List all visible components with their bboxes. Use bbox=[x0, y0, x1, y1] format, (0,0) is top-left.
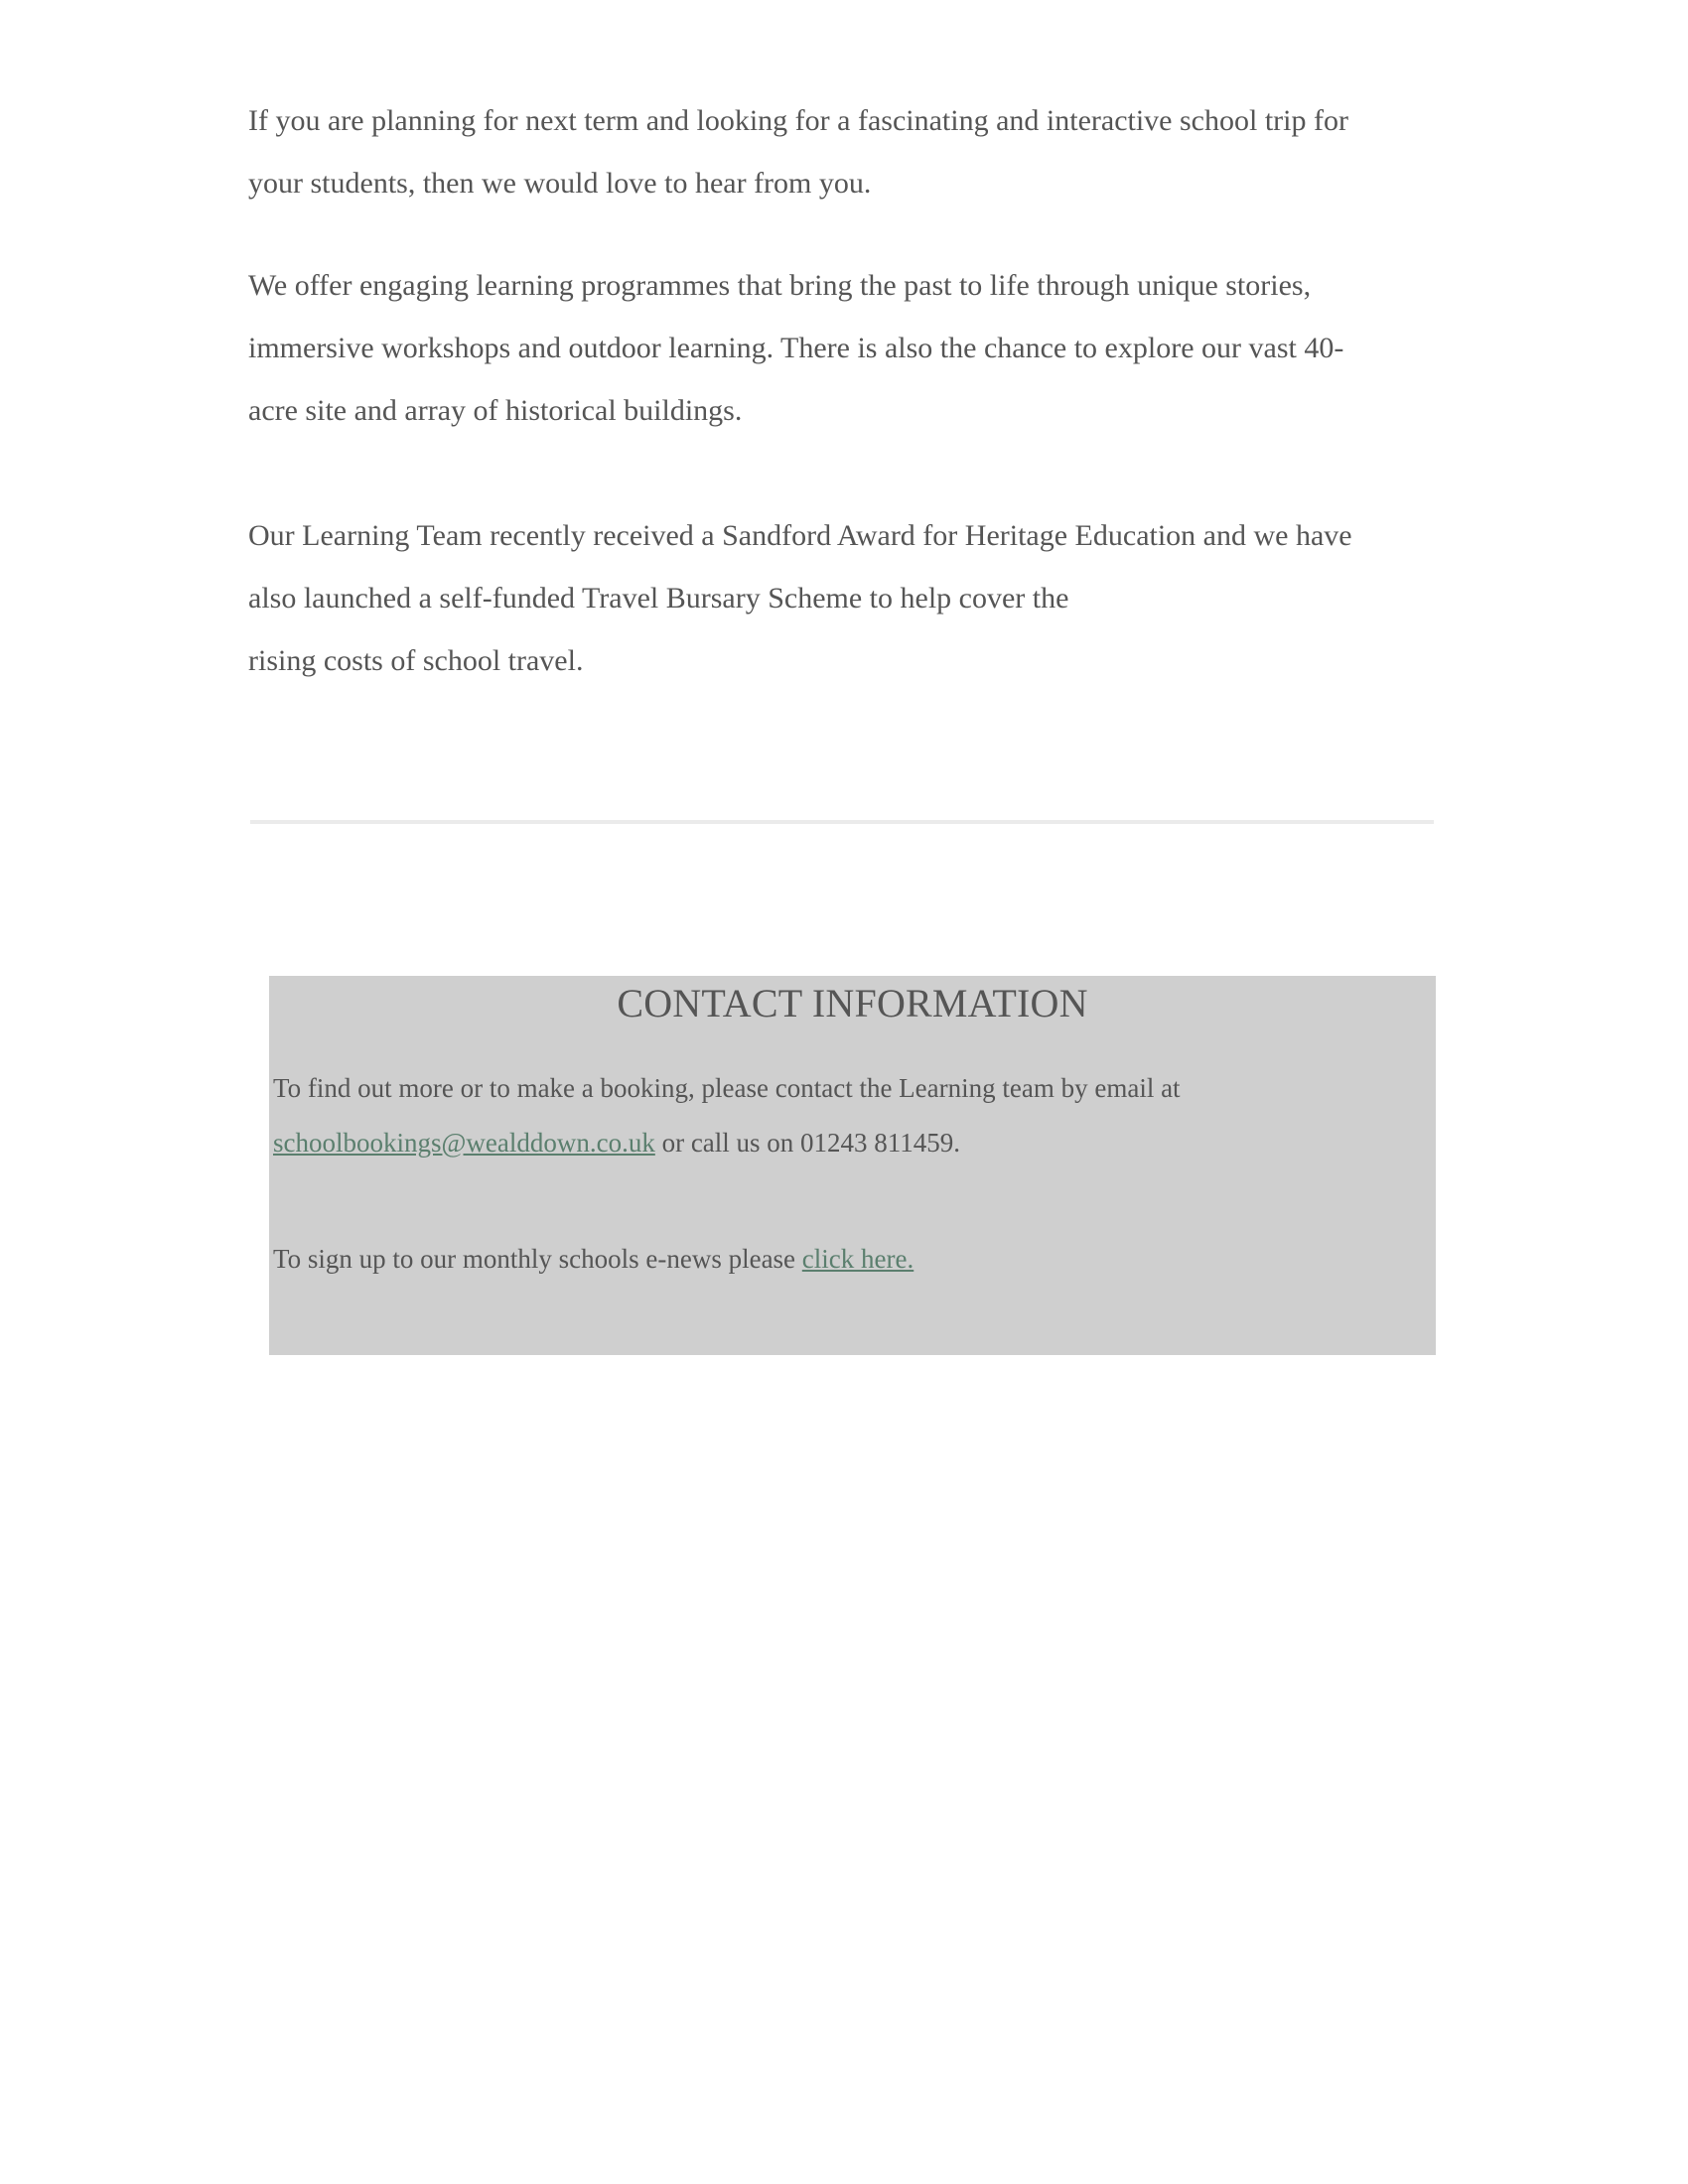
contact-booking-paragraph bbox=[273, 1061, 1425, 1170]
email-link[interactable]: schoolbookings@wealddown.co.uk bbox=[273, 1128, 655, 1158]
intro-paragraph-award-line-3: rising costs of school travel. bbox=[248, 644, 584, 677]
contact-information-box bbox=[269, 976, 1436, 1355]
contact-booking-text: To find out more or to make a booking, please contact the Learning team by email at bbox=[273, 1073, 1181, 1103]
intro-paragraph-trip-line-2: your students, then we would love to hear from you. bbox=[248, 167, 872, 200]
intro-paragraph-award-line-1: Our Learning Team recently received a Sandford Award for Heritage Education and we have bbox=[248, 519, 1352, 552]
section-divider bbox=[250, 820, 1434, 824]
intro-paragraph-trip-line-1: If you are planning for next term and looking for a fascinating and interactive school trip for bbox=[248, 104, 1348, 137]
intro-paragraph-programmes-line-1: We offer engaging learning programmes that bring the past to life through unique stories, bbox=[248, 269, 1312, 302]
intro-paragraph-award bbox=[248, 504, 1440, 692]
intro-paragraph-programmes bbox=[248, 254, 1410, 442]
intro-paragraph-programmes-line-2: immersive workshops and outdoor learning. There is also the chance to explore our vast 40- bbox=[248, 332, 1344, 364]
contact-phone-text: or call us on 01243 811459. bbox=[654, 1128, 961, 1158]
contact-title: CONTACT INFORMATION bbox=[617, 981, 1088, 1025]
intro-paragraph-programmes-line-3: acre site and array of historical buildings. bbox=[248, 394, 743, 427]
contact-enews-paragraph bbox=[273, 1232, 1425, 1287]
intro-paragraph-award-line-2: also launched a self-funded Travel Bursary Scheme to help cover the bbox=[248, 582, 1069, 614]
enews-signup-link[interactable]: click here. bbox=[801, 1244, 914, 1274]
intro-paragraph-trip bbox=[248, 89, 1410, 214]
contact-enews-text: To sign up to our monthly schools e-news please bbox=[273, 1244, 802, 1274]
